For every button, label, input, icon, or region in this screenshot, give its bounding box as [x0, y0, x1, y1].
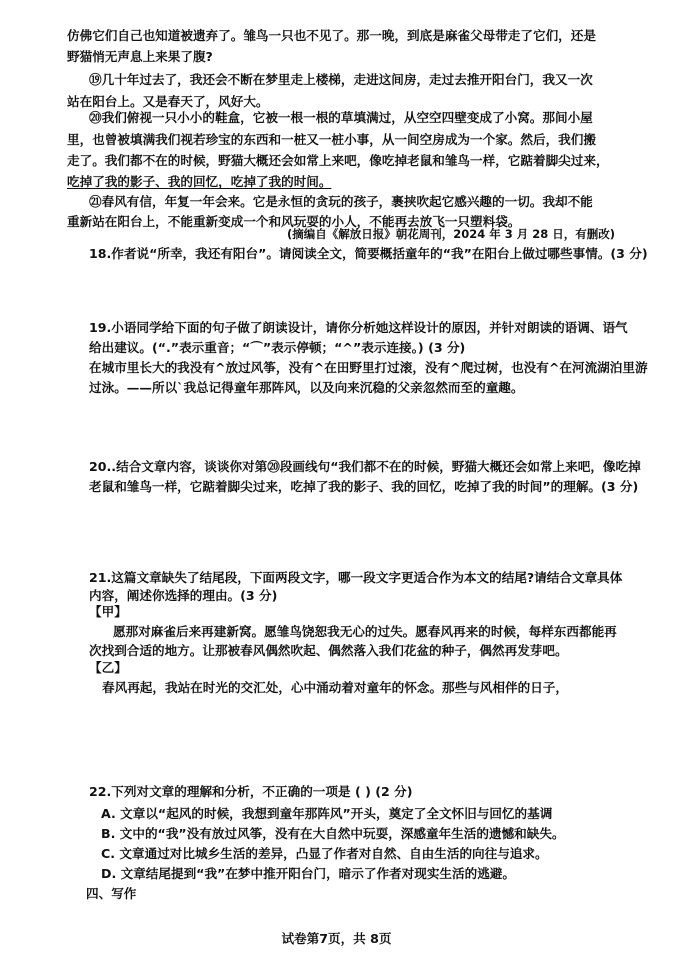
passage-line: 重新站在阳台上，不能重新变成一个和风玩耍的小人，不能再去放飞一只塑料袋。: [67, 214, 521, 229]
option-yi-line: 春风再起，我站在时光的交汇处，心中涌动着对童年的怀念。那些与风相伴的日子，: [102, 680, 568, 695]
passage-line-underlined: 吃掉了我的影子、我的回忆，吃掉了我的时间。: [67, 174, 332, 189]
passage-line: ⑳我们俯视一只小小的鞋盒，它被一根一根的草填满过，从空空四壁变成了小窝。那间小屋: [89, 110, 593, 125]
question-22-stem: 22.下列对文章的理解和分析，不正确的一项是 ( ) (2 分): [89, 784, 413, 799]
question-19-line: 在城市里长大的我没有^放过风筝，没有^在田野里打过滚，没有^爬过树，也没有^在河流湖泊里游: [89, 360, 648, 375]
passage-line: 里，也曾被填满我们视若珍宝的东西和一桩又一桩小事，从一间空房成为一个家。然后，我们搬: [67, 132, 596, 147]
passage-line: 站在阳台上。又是春天了，风好大。: [67, 94, 269, 109]
choice-d: D. 文章结尾提到“我”在梦中推开阳台门，暗示了作者对现实生活的逃避。: [101, 866, 515, 881]
choice-c: C. 文章通过对比城乡生活的差异，凸显了作者对自然、自由生活的向往与追求。: [101, 846, 548, 861]
option-jia-line: 次找到合适的地方。让那被春风偶然吹起、偶然落入我们花盆的种子，偶然再发芽吧。: [89, 643, 568, 658]
question-18: 18.作者说“所幸，我还有阳台”。请阅读全文，简要概括童年的“我”在阳台上做过哪些事情。(3 分): [89, 246, 648, 261]
option-jia-line: 愿那对麻雀后来再建新窝。愿雏鸟饶恕我无心的过失。愿春风再来的时候，每样东西都能再: [113, 624, 617, 639]
question-19-line: 过泳。——所以`我总记得童年那阵风，以及向来沉稳的父亲忽然而至的童趣。: [89, 380, 524, 395]
passage-line: ㉑春风有信，年复一年会来。它是永恒的贪玩的孩子，裹挟吹起它感兴趣的一切。我却不能: [89, 194, 593, 209]
question-19-line: 19.小语同学给下面的句子做了朗读设计，请你分析她这样设计的原因，并针对朗读的语调、语气: [89, 320, 628, 335]
choice-b: B. 文中的“我”没有放过风筝，没有在大自然中玩耍，深感童年生活的遗憾和缺失。: [101, 826, 565, 841]
passage-line: 仿佛它们自己也知道被遗弃了。雏鸟一只也不见了。那一晚，到底是麻雀父母带走了它们，还是: [67, 28, 596, 43]
choice-a: A. 文章以“起风的时候，我想到童年那阵风”开头，奠定了全文怀旧与回忆的基调: [101, 806, 553, 821]
question-19-line: 给出建议。(“.”表示重音；“⌒”表示停顿；“^”表示连接。) (3 分): [89, 340, 466, 355]
question-21-line: 21.这篇文章缺失了结尾段，下面两段文字，哪一段文字更适合作为本文的结尾?请结合文章具体: [89, 570, 623, 585]
question-20-line: 老鼠和雏鸟一样，它踮着脚尖过来，吃掉了我的影子、我的回忆，吃掉了我的时间”的理解。(3 分): [89, 479, 639, 494]
passage-line-underlined: 走了。我们都不在的时候，野猫大概还会如常上来吧，像吃掉老鼠和雏鸟一样，它踮着脚尖过来，: [67, 153, 609, 168]
question-21-line: 内容，阐述你选择的理由。(3 分): [89, 588, 278, 603]
option-label-yi: 【乙】: [89, 660, 127, 675]
source-citation: (摘编自《解放日报》朝花周刊，2024 年 3 月 28 日，有删改): [287, 227, 616, 241]
passage-line: ⑲几十年过去了，我还会不断在梦里走上楼梯，走进这间房，走过去推开阳台门，我又一次: [89, 72, 593, 87]
question-20-line: 20..结合文章内容，谈谈你对第⑳段画线句“我们都不在的时候，野猫大概还会如常上来吧，像吃掉: [89, 459, 641, 474]
page-footer: 试卷第7页，共 8页: [281, 931, 392, 946]
option-label-jia: 【甲】: [89, 604, 127, 619]
passage-line: 野猫悄无声息上来果了腹?: [67, 49, 213, 64]
section-writing-title: 四、写作: [86, 886, 137, 901]
